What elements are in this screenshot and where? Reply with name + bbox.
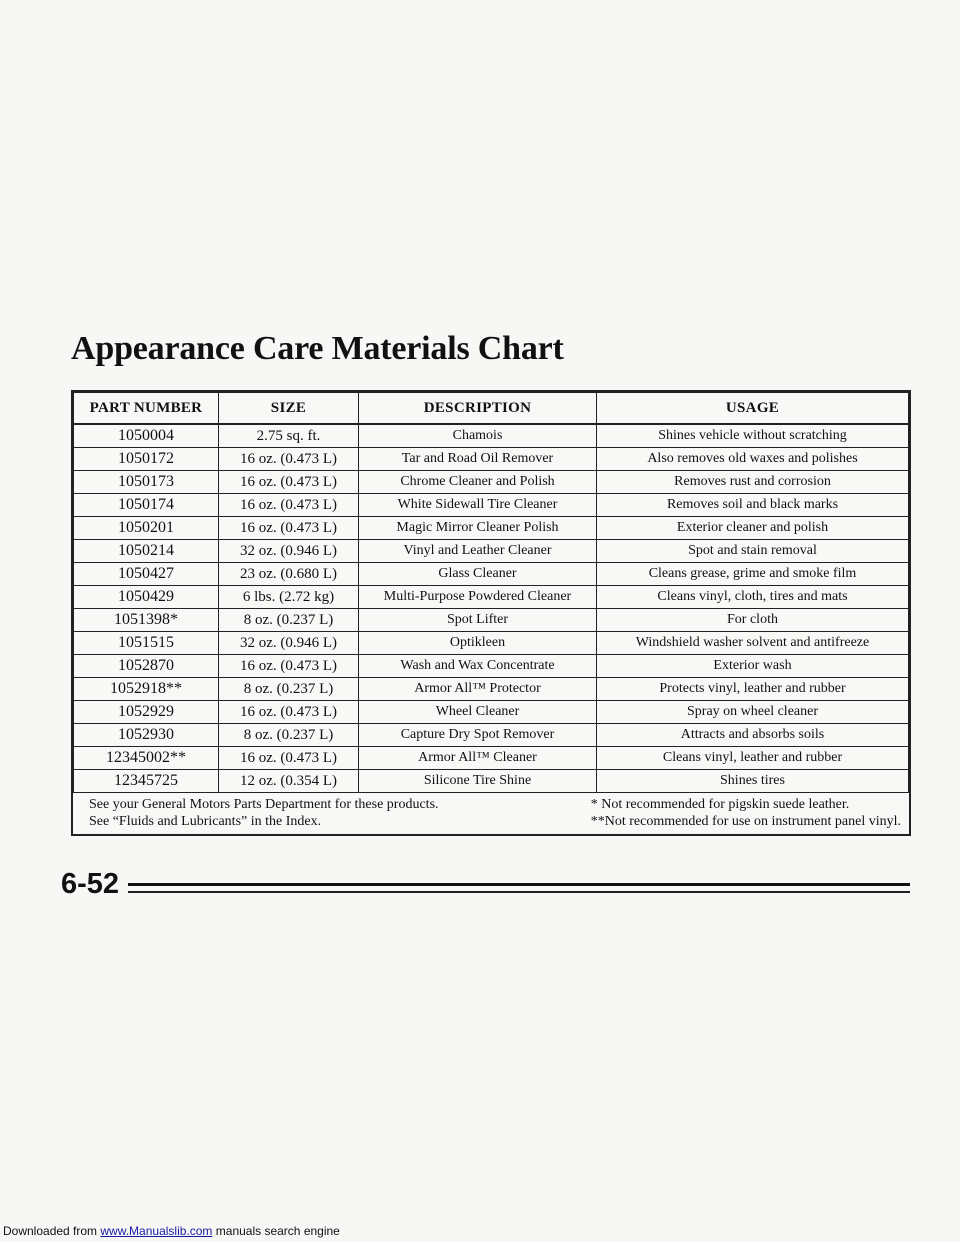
part-number-cell: 1050201	[74, 517, 219, 540]
description-cell: Chrome Cleaner and Polish	[359, 471, 597, 494]
table-row	[74, 448, 909, 471]
usage-cell: Cleans vinyl, leather and rubber	[597, 747, 909, 770]
part-number-cell: 1050427	[74, 563, 219, 586]
part-number-cell: 12345002**	[74, 747, 219, 770]
description-cell: Armor All™ Protector	[359, 678, 597, 701]
size-cell: 16 oz. (0.473 L)	[219, 494, 359, 517]
size-cell: 16 oz. (0.473 L)	[219, 517, 359, 540]
size-cell: 16 oz. (0.473 L)	[219, 701, 359, 724]
header-usage: USAGE	[597, 393, 909, 425]
table-row	[74, 471, 909, 494]
part-number-cell: 1050173	[74, 471, 219, 494]
table-row	[74, 494, 909, 517]
page-rule-thin	[128, 891, 910, 893]
description-cell: Chamois	[359, 424, 597, 448]
description-cell: Multi-Purpose Powdered Cleaner	[359, 586, 597, 609]
footnote-fluids-lubricants: See “Fluids and Lubricants” in the Index.	[89, 814, 322, 829]
part-number-cell: 1050214	[74, 540, 219, 563]
table-row	[74, 563, 909, 586]
part-number-cell: 1051515	[74, 632, 219, 655]
table-row	[74, 655, 909, 678]
usage-cell: Cleans vinyl, cloth, tires and mats	[597, 586, 909, 609]
part-number-cell: 1052930	[74, 724, 219, 747]
description-cell: Optikleen	[359, 632, 597, 655]
size-cell: 32 oz. (0.946 L)	[219, 540, 359, 563]
size-cell: 2.75 sq. ft.	[219, 424, 359, 448]
description-cell: Vinyl and Leather Cleaner	[359, 540, 597, 563]
description-cell: Wash and Wax Concentrate	[359, 655, 597, 678]
materials-table	[73, 392, 909, 793]
table-row	[74, 586, 909, 609]
size-cell: 8 oz. (0.237 L)	[219, 609, 359, 632]
chart-footnotes	[73, 793, 909, 834]
appearance-care-chart	[71, 390, 911, 836]
chart-title: Appearance Care Materials Chart	[71, 330, 564, 367]
header-part-number: PART NUMBER	[74, 393, 219, 425]
table-row	[74, 747, 909, 770]
usage-cell: Attracts and absorbs soils	[597, 724, 909, 747]
description-cell: Silicone Tire Shine	[359, 770, 597, 793]
footnote-single-asterisk: * Not recommended for pigskin suede leather.	[590, 797, 850, 812]
size-cell: 8 oz. (0.237 L)	[219, 724, 359, 747]
part-number-cell: 1050004	[74, 424, 219, 448]
size-cell: 16 oz. (0.473 L)	[219, 747, 359, 770]
manualslib-link[interactable]: www.Manualslib.com	[100, 1224, 213, 1238]
table-header-row	[74, 393, 909, 425]
usage-cell: For cloth	[597, 609, 909, 632]
part-number-cell: 1050174	[74, 494, 219, 517]
description-cell: Spot Lifter	[359, 609, 597, 632]
description-cell: Magic Mirror Cleaner Polish	[359, 517, 597, 540]
table-row	[74, 517, 909, 540]
usage-cell: Removes soil and black marks	[597, 494, 909, 517]
usage-cell: Spot and stain removal	[597, 540, 909, 563]
usage-cell: Protects vinyl, leather and rubber	[597, 678, 909, 701]
usage-cell: Windshield washer solvent and antifreeze	[597, 632, 909, 655]
part-number-cell: 1050429	[74, 586, 219, 609]
usage-cell: Exterior cleaner and polish	[597, 517, 909, 540]
usage-cell: Also removes old waxes and polishes	[597, 448, 909, 471]
table-row	[74, 424, 909, 448]
size-cell: 23 oz. (0.680 L)	[219, 563, 359, 586]
usage-cell: Shines vehicle without scratching	[597, 424, 909, 448]
description-cell: Wheel Cleaner	[359, 701, 597, 724]
size-cell: 32 oz. (0.946 L)	[219, 632, 359, 655]
usage-cell: Cleans grease, grime and smoke film	[597, 563, 909, 586]
usage-cell: Exterior wash	[597, 655, 909, 678]
download-header	[3, 1224, 340, 1238]
download-suffix: manuals search engine	[212, 1224, 340, 1238]
page-rule-thick	[128, 883, 910, 886]
download-prefix: Downloaded from	[3, 1224, 101, 1238]
description-cell: Glass Cleaner	[359, 563, 597, 586]
footnote-double-asterisk: **Not recommended for use on instrument panel vinyl.	[590, 814, 901, 829]
table-row	[74, 701, 909, 724]
size-cell: 12 oz. (0.354 L)	[219, 770, 359, 793]
usage-cell: Spray on wheel cleaner	[597, 701, 909, 724]
table-row	[74, 770, 909, 793]
size-cell: 8 oz. (0.237 L)	[219, 678, 359, 701]
table-row	[74, 609, 909, 632]
size-cell: 16 oz. (0.473 L)	[219, 448, 359, 471]
header-size: SIZE	[219, 393, 359, 425]
table-row	[74, 724, 909, 747]
table-row	[74, 632, 909, 655]
size-cell: 16 oz. (0.473 L)	[219, 471, 359, 494]
part-number-cell: 1052929	[74, 701, 219, 724]
size-cell: 16 oz. (0.473 L)	[219, 655, 359, 678]
header-description: DESCRIPTION	[359, 393, 597, 425]
usage-cell: Shines tires	[597, 770, 909, 793]
footnote-parts-department: See your General Motors Parts Department for these products.	[89, 797, 439, 812]
description-cell: White Sidewall Tire Cleaner	[359, 494, 597, 517]
table-row	[74, 540, 909, 563]
description-cell: Capture Dry Spot Remover	[359, 724, 597, 747]
part-number-cell: 1050172	[74, 448, 219, 471]
description-cell: Armor All™ Cleaner	[359, 747, 597, 770]
table-row	[74, 678, 909, 701]
description-cell: Tar and Road Oil Remover	[359, 448, 597, 471]
size-cell: 6 lbs. (2.72 kg)	[219, 586, 359, 609]
part-number-cell: 1052918**	[74, 678, 219, 701]
part-number-cell: 1052870	[74, 655, 219, 678]
part-number-cell: 1051398*	[74, 609, 219, 632]
page-number: 6-52	[61, 868, 120, 900]
part-number-cell: 12345725	[74, 770, 219, 793]
usage-cell: Removes rust and corrosion	[597, 471, 909, 494]
